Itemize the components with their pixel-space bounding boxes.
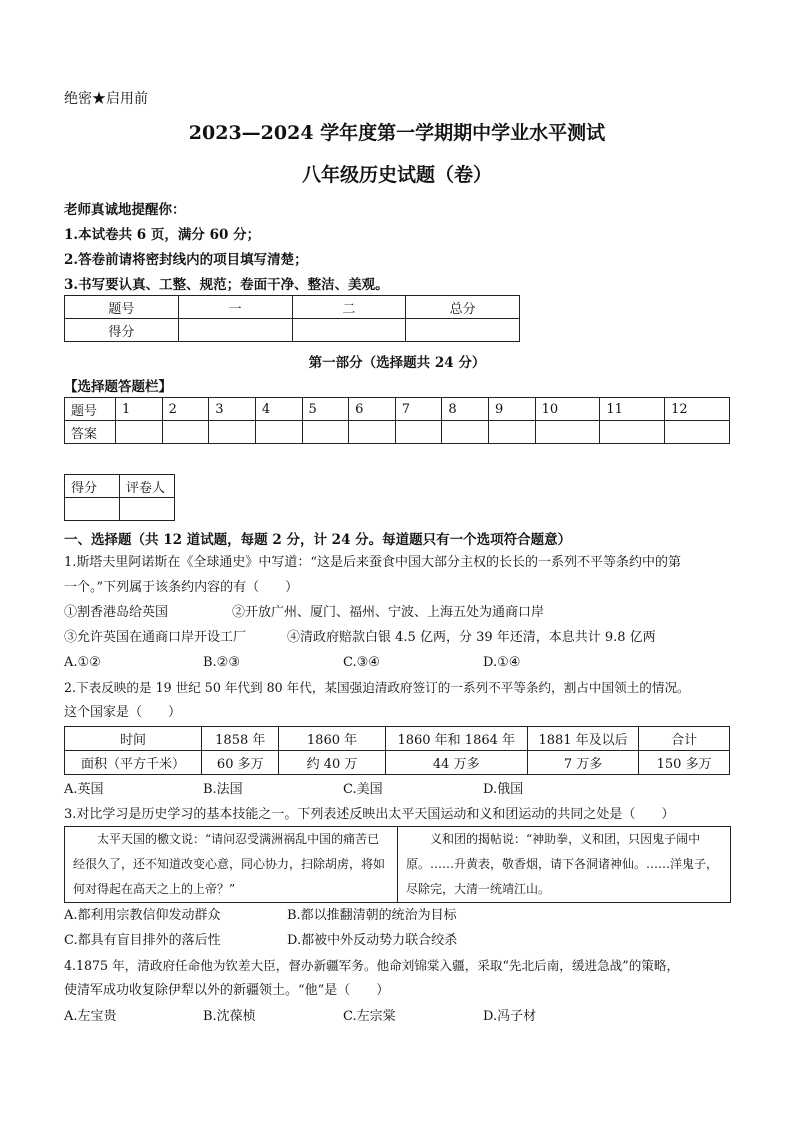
grader-label: 评卷人 bbox=[120, 475, 175, 498]
q1-item: ②开放广州、厦门、福州、宁波、上海五处为通商口岸 bbox=[232, 605, 545, 620]
answer-number: 10 bbox=[535, 398, 600, 421]
grader-name-cell[interactable] bbox=[120, 498, 175, 521]
answer-cell[interactable] bbox=[255, 421, 302, 444]
q1-item: ④清政府赔款白银 4.5 亿两，分 39 年还清，本息共计 9.8 亿两 bbox=[287, 630, 656, 645]
answer-number: 3 bbox=[209, 398, 256, 421]
score-header-cell: 题号 bbox=[65, 296, 179, 319]
territory-header: 合计 bbox=[639, 727, 730, 751]
score-cell[interactable] bbox=[406, 319, 520, 342]
score-header-cell: 二 bbox=[292, 296, 406, 319]
answer-cell[interactable] bbox=[442, 421, 489, 444]
answer-label: 答案 bbox=[65, 421, 116, 444]
territory-header: 时间 bbox=[65, 727, 202, 751]
q3-quote-table bbox=[64, 826, 731, 903]
q4-option-d[interactable]: D.冯子材 bbox=[483, 1009, 537, 1024]
answer-cell[interactable] bbox=[302, 421, 349, 444]
answer-number: 1 bbox=[116, 398, 163, 421]
answer-cell[interactable] bbox=[349, 421, 396, 444]
answer-cell[interactable] bbox=[535, 421, 600, 444]
q4-option-a[interactable]: A.左宝贵 bbox=[64, 1009, 117, 1024]
score-header-cell: 总分 bbox=[406, 296, 520, 319]
territory-header: 1860 年和 1864 年 bbox=[385, 727, 527, 751]
part1-title: 第一部分（选择题共 24 分） bbox=[308, 355, 486, 371]
territory-cell: 60 多万 bbox=[202, 751, 279, 775]
answer-cell[interactable] bbox=[489, 421, 536, 444]
territory-header: 1881 年及以后 bbox=[527, 727, 638, 751]
territory-table bbox=[64, 726, 730, 775]
q2-option-c[interactable]: C.美国 bbox=[343, 782, 383, 797]
score-row-label: 得分 bbox=[65, 319, 179, 342]
q4-option-b[interactable]: B.沈葆桢 bbox=[203, 1009, 256, 1024]
answer-number: 12 bbox=[665, 398, 730, 421]
question-3-text: 3.对比学习是历史学习的基本技能之一。下列表述反映出太平天国运动和义和团运动的共同之处是（ ） bbox=[64, 807, 675, 822]
q2-option-b[interactable]: B.法国 bbox=[203, 782, 243, 797]
question-2-text: 2.下表反映的是 19 世纪 50 年代到 80 年代，某国强迫清政府签订的一系列不平等条约，割占中国领土的情况。 bbox=[64, 680, 690, 695]
score-cell[interactable] bbox=[178, 319, 292, 342]
score-cell[interactable] bbox=[292, 319, 406, 342]
question-1-text: 一个。”下列属于该条约内容的有（ ） bbox=[64, 580, 299, 595]
answer-cell[interactable] bbox=[209, 421, 256, 444]
answer-row-label: 题号 bbox=[65, 398, 116, 421]
q1-item: ③允许英国在通商口岸开设工厂 bbox=[64, 630, 247, 645]
answer-number: 5 bbox=[302, 398, 349, 421]
answer-cell[interactable] bbox=[600, 421, 665, 444]
boxer-quote: 义和团的揭帖说：“神助拳，义和团，只因鬼子闹中原。……升黄表，敬香烟，请下各洞诸神仙。……洋鬼子，尽除完，大清一统靖江山。 bbox=[398, 827, 731, 903]
question-1-text: 1.斯塔夫里阿诺斯在《全球通史》中写道：“这是后来蚕食中国大部分主权的长长的一系列不平等条约中的第 bbox=[64, 555, 682, 570]
q2-option-a[interactable]: A.英国 bbox=[64, 782, 104, 797]
reminder-item: 2.答卷前请将密封线内的项目填写清楚； bbox=[64, 252, 308, 268]
grader-score-label: 得分 bbox=[65, 475, 120, 498]
reminder-item: 3.书写要认真、工整、规范；卷面干净、整洁、美观。 bbox=[64, 277, 389, 293]
question-2-text: 这个国家是（ ） bbox=[64, 705, 182, 720]
q3-option-a[interactable]: A.都利用宗教信仰发动群众 bbox=[64, 908, 221, 923]
territory-header: 1858 年 bbox=[202, 727, 279, 751]
q2-option-d[interactable]: D.俄国 bbox=[483, 782, 524, 797]
q1-option-a[interactable]: A.①② bbox=[64, 655, 101, 670]
answer-cell[interactable] bbox=[395, 421, 442, 444]
reminder-item: 1.本试卷共 6 页，满分 60 分； bbox=[64, 227, 261, 243]
q3-option-b[interactable]: B.都以推翻清朝的统治为目标 bbox=[287, 908, 457, 923]
q3-option-c[interactable]: C.都具有盲目排外的落后性 bbox=[64, 933, 221, 948]
q3-option-d[interactable]: D.都被中外反动势力联合绞杀 bbox=[287, 933, 458, 948]
q1-item: ①割香港岛给英国 bbox=[64, 605, 169, 620]
territory-cell: 150 多万 bbox=[639, 751, 730, 775]
reminder-heading: 老师真诚地提醒你： bbox=[64, 202, 186, 218]
answer-table bbox=[64, 397, 730, 444]
answer-cell[interactable] bbox=[116, 421, 163, 444]
answer-number: 4 bbox=[255, 398, 302, 421]
question-4-text: 4.1875 年，清政府任命他为钦差大臣，督办新疆军务。他命刘锦棠入疆，采取“先北后南，缓进急战”的策略， bbox=[64, 958, 680, 973]
answer-number: 11 bbox=[600, 398, 665, 421]
answer-number: 6 bbox=[349, 398, 396, 421]
answer-number: 7 bbox=[395, 398, 442, 421]
territory-header: 1860 年 bbox=[279, 727, 385, 751]
answer-cell[interactable] bbox=[162, 421, 209, 444]
exam-title: 2023—2024 学年度第一学期期中学业水平测试 bbox=[188, 122, 606, 144]
answer-number: 2 bbox=[162, 398, 209, 421]
q4-option-c[interactable]: C.左宗棠 bbox=[343, 1009, 396, 1024]
territory-cell: 44 万多 bbox=[385, 751, 527, 775]
territory-cell: 面积（平方千米） bbox=[65, 751, 202, 775]
answer-cell[interactable] bbox=[665, 421, 730, 444]
score-table bbox=[64, 295, 520, 342]
q1-option-b[interactable]: B.②③ bbox=[203, 655, 240, 670]
territory-cell: 约 40 万 bbox=[279, 751, 385, 775]
question-4-text: 使清军成功收复除伊犁以外的新疆领土。“他”是（ ） bbox=[64, 983, 390, 998]
section1-title: 一、选择题（共 12 道试题，每题 2 分，计 24 分。每道题只有一个选项符合题意） bbox=[64, 532, 572, 548]
grader-box bbox=[64, 474, 175, 521]
answer-bar-title: 【选择题答题栏】 bbox=[64, 379, 172, 395]
q1-option-d[interactable]: D.①④ bbox=[483, 655, 521, 670]
answer-number: 8 bbox=[442, 398, 489, 421]
taiping-quote: 太平天国的檄文说：“请问忍受满洲祸乱中国的痛苦已经很久了，还不知道改变心意，同心协力，扫除胡虏，将如何对得起在高天之上的上帝？” bbox=[65, 827, 398, 903]
grader-score-cell[interactable] bbox=[65, 498, 120, 521]
q1-option-c[interactable]: C.③④ bbox=[343, 655, 380, 670]
exam-subtitle: 八年级历史试题（卷） bbox=[301, 164, 492, 186]
confidential-mark: 绝密★启用前 bbox=[64, 91, 148, 107]
answer-number: 9 bbox=[489, 398, 536, 421]
territory-cell: 7 万多 bbox=[527, 751, 638, 775]
score-header-cell: 一 bbox=[178, 296, 292, 319]
